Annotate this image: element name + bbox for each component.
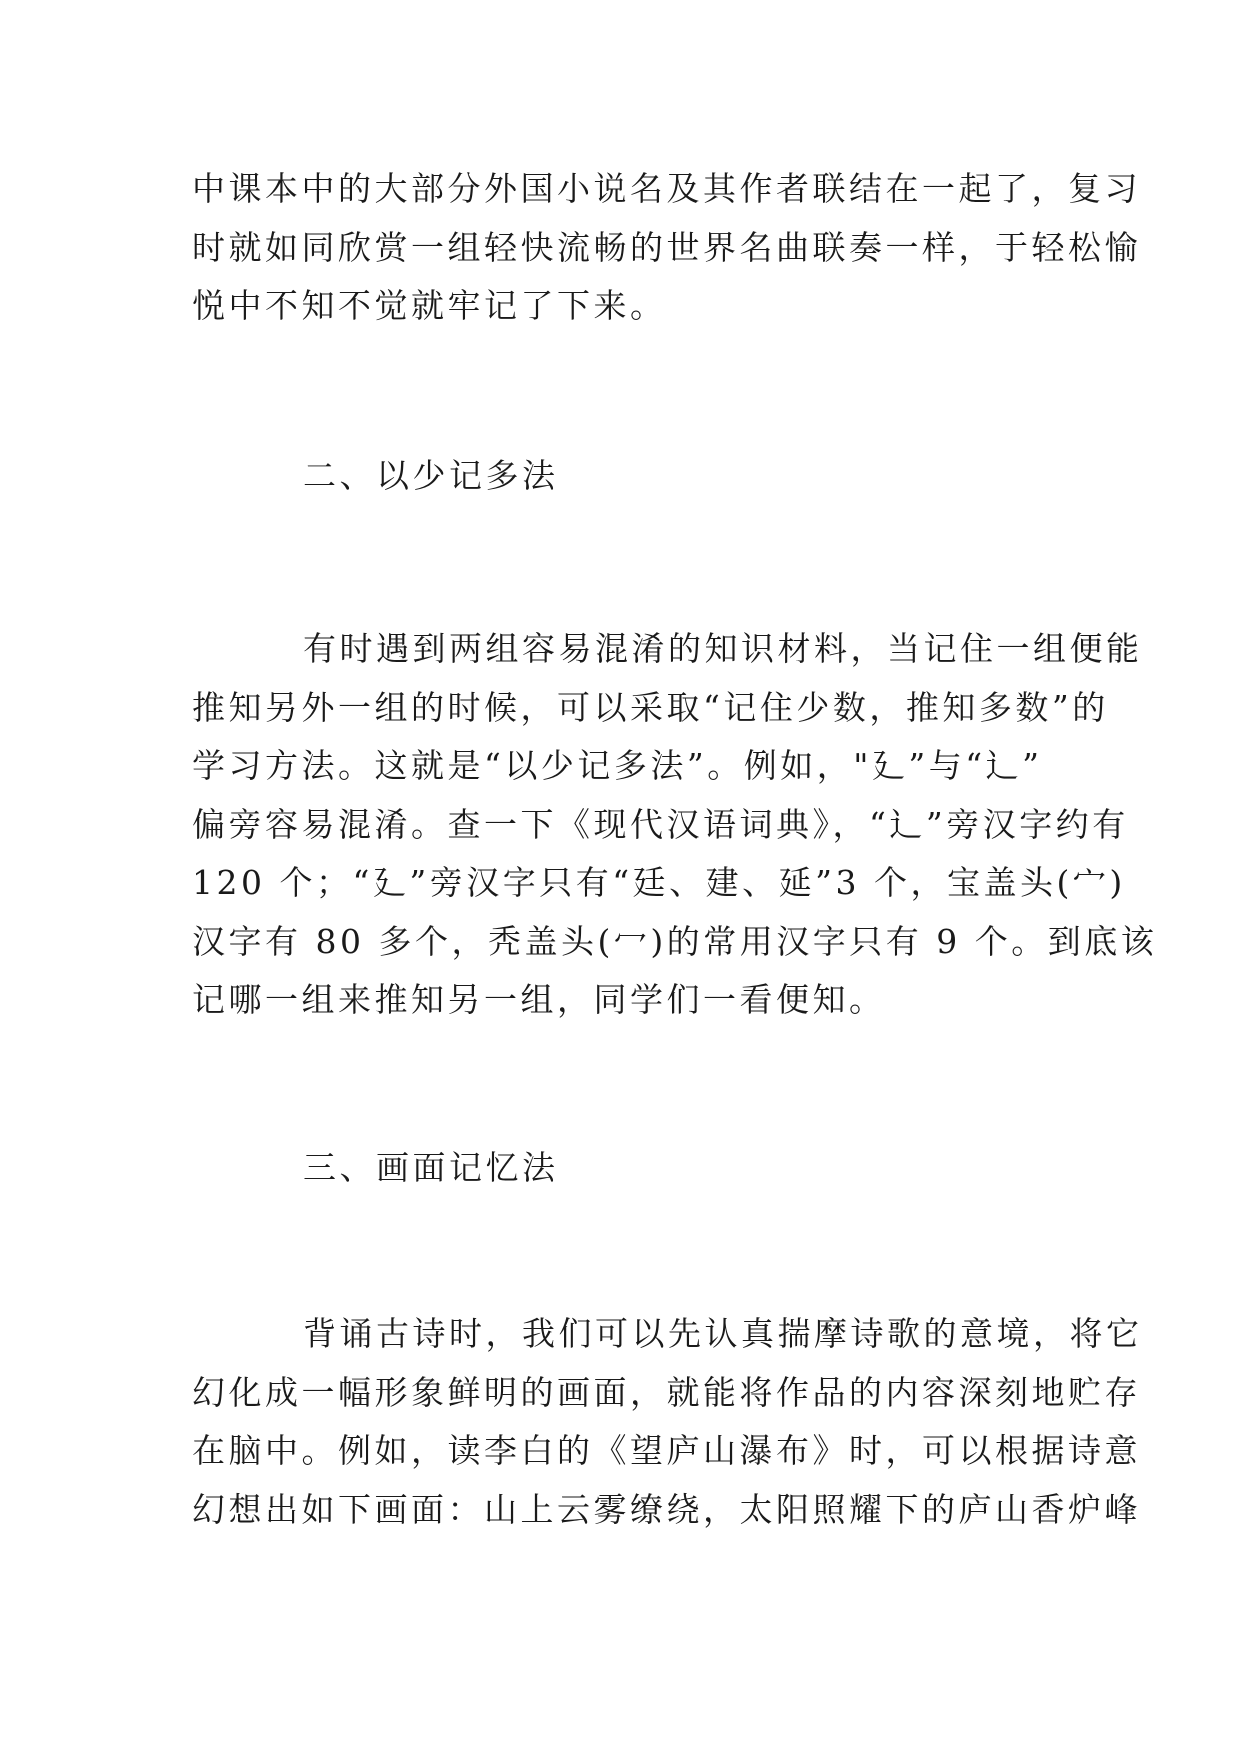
paragraph-line: 在脑中。例如，读李白的《望庐山瀑布》时，可以根据诗意 xyxy=(192,1431,1141,1470)
paragraph-few-for-many xyxy=(192,620,1158,1030)
paragraph-line: 推知另外一组的时候，可以采取“记住少数，推知多数”的 xyxy=(192,687,1109,727)
paragraph-foreign-novels xyxy=(192,160,1141,336)
paragraph-line: 有时遇到两组容易混淆的知识材料，当记住一组便能 xyxy=(303,629,1143,668)
paragraph-image-memory xyxy=(192,1305,1143,1539)
paragraph-line: 120 个；“廴”旁汉字只有“廷、建、延”3 个，宝盖头(宀) xyxy=(192,863,1126,902)
paragraph-line: 时就如同欣赏一组轻快流畅的世界名曲联奏一样，于轻松愉 xyxy=(192,227,1141,267)
paragraph-line: 悦中不知不觉就牢记了下来。 xyxy=(192,286,667,325)
paragraph-line: 幻想出如下画面：山上云雾缭绕，太阳照耀下的庐山香炉峰 xyxy=(192,1489,1141,1529)
paragraph-line: 学习方法。这就是“以少记多法”。例如，"廴”与“辶” xyxy=(192,746,1043,785)
section-heading-3: 三、画面记忆法 xyxy=(303,1148,559,1187)
paragraph-line: 中课本中的大部分外国小说名及其作者联结在一起了，复习 xyxy=(192,169,1141,208)
section-heading-2: 二、以少记多法 xyxy=(303,456,559,495)
paragraph-line: 偏旁容易混淆。查一下《现代汉语词典》，“辶”旁汉字约有 xyxy=(192,804,1129,844)
paragraph-line: 背诵古诗时，我们可以先认真揣摩诗歌的意境，将它 xyxy=(303,1314,1143,1353)
paragraph-line: 幻化成一幅形象鲜明的画面，就能将作品的内容深刻地贮存 xyxy=(192,1372,1141,1412)
paragraph-line: 汉字有 80 多个，秃盖头(冖)的常用汉字只有 9 个。到底该 xyxy=(192,921,1158,961)
paragraph-line: 记哪一组来推知另一组，同学们一看便知。 xyxy=(192,980,886,1019)
